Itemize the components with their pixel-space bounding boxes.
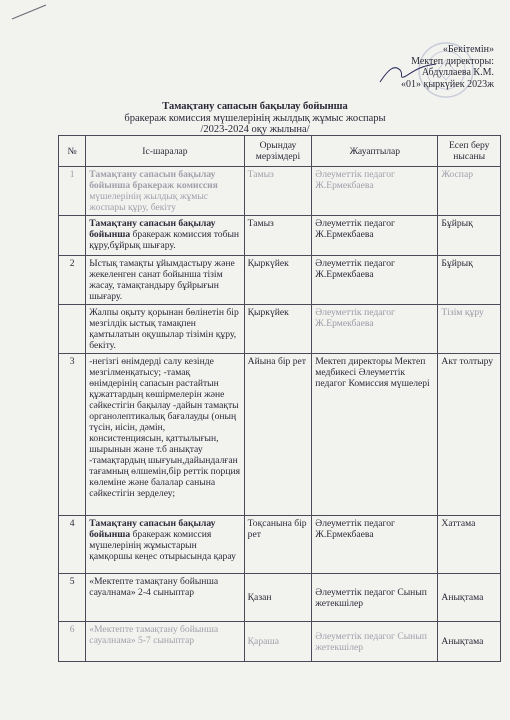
approval-block bbox=[401, 44, 494, 90]
activity-bold: Тамақтану сапасын бақылау бойынша bbox=[89, 518, 216, 540]
table-row bbox=[59, 256, 501, 305]
plan-table bbox=[58, 135, 501, 662]
row-deadline: Қыркүйек bbox=[244, 256, 312, 305]
row-activity bbox=[86, 216, 244, 256]
row-deadline: Айына бір рет bbox=[244, 354, 312, 516]
activity-bold: Тамақтану сапасын бақылау бойынша bbox=[89, 218, 216, 240]
row-number: 1 bbox=[59, 167, 86, 216]
approval-line-3: Абдуллаева К.М. bbox=[421, 67, 494, 78]
activity-text: -негізгі өнімдерді салу кезінде мезгілменқатысу; -тамақ өнімдерінің сапасын растайтын құжаттардың көшірмелерін және сәйкестігін бақылау -дайын тамақты органолептикалық бағалауды (оның түсін, иісін, дәмін, консистенциясын, қаттылығын, шырынын және т.б анықтау -тамақтардың шығуын,дайындалған тағамның өлшемін,бір реттік порция көлеміне және балалар санына сәйкестігін зерделеу; bbox=[89, 356, 240, 499]
row-report: Бұйрық bbox=[438, 256, 501, 305]
row-responsible: Әлеуметтік педагог Ж.Ермекбаева bbox=[312, 305, 438, 354]
row-deadline: Тамыз bbox=[244, 216, 312, 256]
row-responsible: Әлеуметтік педагог Ж.Ермекбаева bbox=[312, 256, 438, 305]
row-number: 2 bbox=[59, 256, 86, 305]
row-deadline: Қазан bbox=[244, 574, 312, 622]
row-report: Анықтама bbox=[438, 574, 501, 622]
row-responsible: Әлеуметтік педагог Ж.Ермекбаева bbox=[312, 167, 438, 216]
table-row bbox=[59, 167, 501, 216]
table-row bbox=[59, 354, 501, 516]
row-deadline: Қыркүйек bbox=[244, 305, 312, 354]
row-number: 5 bbox=[59, 574, 86, 622]
table-row bbox=[59, 305, 501, 354]
row-report: Анықтама bbox=[438, 622, 501, 662]
activity-text: Ыстық тамақты ұйымдастыру және жекеленген санат бойынша тізім жасау, тамақтандыру бұйрығын шығару. bbox=[89, 258, 235, 302]
activity-text: «Мектепте тамақтану бойынша сауалнама» 5-7 сыныптар bbox=[89, 624, 219, 646]
row-deadline: Қараша bbox=[244, 622, 312, 662]
row-activity bbox=[86, 574, 244, 622]
row-activity bbox=[86, 622, 244, 662]
activity-bold: Тамақтану сапасын бақылау бойынша бракераж комиссия bbox=[89, 169, 218, 191]
row-report: Тізім құру bbox=[438, 305, 501, 354]
row-report: Бұйрық bbox=[438, 216, 501, 256]
activity-text: «Мектепте тамақтану бойынша сауалнама» 2-4 сыныптар bbox=[89, 576, 219, 598]
row-activity bbox=[86, 256, 244, 305]
row-activity bbox=[86, 167, 244, 216]
row-report: Акт толтыру bbox=[438, 354, 501, 516]
header-report-form: Есеп беру нысаны bbox=[438, 136, 501, 167]
header-responsible: Жауаптылар bbox=[312, 136, 438, 167]
table-row bbox=[59, 574, 501, 622]
row-deadline: Тамыз bbox=[244, 167, 312, 216]
row-responsible: Әлеуметтік педагог Сынып жетекшілер bbox=[312, 574, 438, 622]
row-number: 6 bbox=[59, 622, 86, 662]
row-number: 3 bbox=[59, 354, 86, 516]
row-responsible: Әлеуметтік педагог Ж.Ермекбаева bbox=[312, 216, 438, 256]
header-activities: Іс-шаралар bbox=[86, 136, 244, 167]
row-deadline: Тоқсанына бір рет bbox=[244, 516, 312, 574]
row-activity bbox=[86, 305, 244, 354]
pen-scribble bbox=[10, 2, 50, 22]
activity-text: Жалпы оқыту қорынан бөлінетін бір мезгілдік ыстық тамақпен қамтылатын оқушылар тізімін құру, бекіту. bbox=[89, 307, 239, 351]
academic-year: /2023-2024 оқу жылына/ bbox=[200, 124, 310, 135]
approval-line-4: «01» қыркүйек 2023ж bbox=[401, 78, 494, 90]
table-row bbox=[59, 622, 501, 662]
approval-line-1: «Бекітемін» bbox=[442, 44, 494, 55]
document-subtitle: бракераж комиссия мүшелерінің жылдық жұмыс жоспары bbox=[124, 112, 386, 124]
approval-line-2: Мектеп директоры: bbox=[411, 55, 494, 67]
header-deadlines: Орындау мерзімдері bbox=[244, 136, 312, 167]
row-activity bbox=[86, 354, 244, 516]
row-responsible: Әлеуметтік педагог Ж.Ермекбаева bbox=[312, 516, 438, 574]
row-report: Хаттама bbox=[438, 516, 501, 574]
row-activity bbox=[86, 516, 244, 574]
row-number bbox=[59, 305, 86, 354]
row-number bbox=[59, 216, 86, 256]
table-row bbox=[59, 216, 501, 256]
document-title: Тамақтану сапасын бақылау бойынша bbox=[162, 101, 348, 112]
activity-text: бракераж комиссия тобын құру,бұйрық шығару. bbox=[89, 229, 240, 251]
activity-text: бракераж комиссия мүшелерінің жұмыстарын қамқоршы кеңес отырысында қарау bbox=[89, 529, 236, 562]
row-responsible: Әлеуметтік педагог Сынып жетекшілер bbox=[312, 622, 438, 662]
row-responsible: Мектеп директоры Мектеп медбикесі Әлеуметтік педагог Комиссия мүшелері bbox=[312, 354, 438, 516]
table-row bbox=[59, 516, 501, 574]
activity-text: мүшелерінің жылдық жұмыс жоспары құру, бекіту bbox=[89, 191, 209, 213]
table-header-row bbox=[59, 136, 501, 167]
row-number: 4 bbox=[59, 516, 86, 574]
row-report: Жоспар bbox=[438, 167, 501, 216]
header-number: № bbox=[59, 136, 86, 167]
